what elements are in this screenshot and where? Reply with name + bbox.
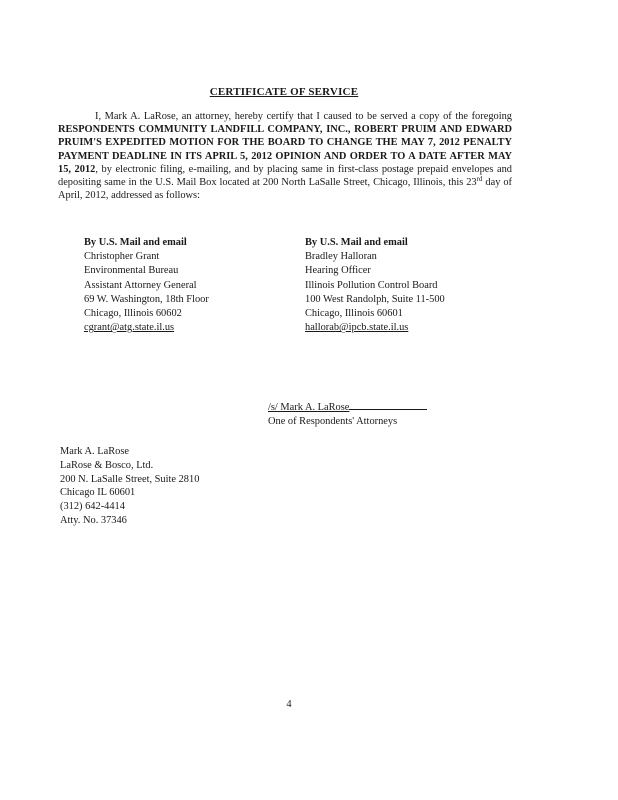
certification-paragraph	[58, 110, 512, 202]
delivery-method: By U.S. Mail and email	[84, 237, 187, 248]
electronic-signature: /s/ Mark A. LaRose	[268, 402, 350, 413]
signature-role: One of Respondents' Attorneys	[268, 416, 398, 427]
firm-street: 200 N. LaSalle Street, Suite 2810	[60, 473, 200, 485]
attorney-contact-block	[60, 445, 280, 528]
recipient-city: Chicago, Illinois 60601	[305, 308, 403, 320]
recipient-block-grant	[84, 236, 274, 335]
signature-block	[268, 400, 468, 429]
signature-underline	[349, 400, 427, 410]
motion-title: RESPONDENTS COMMUNITY LANDFILL COMPANY, INC., ROBERT PRUIM AND EDWARD PRUIM'S EXPEDITED MOTION FOR THE BOARD TO CHANGE THE MAY 7, 2012 PENALTY PAYMENT DEADLINE IN ITS APRIL 5, 2012 OPINION AND ORDER TO A DATE AFTER MAY 15, 2012	[58, 124, 512, 175]
firm-phone: (312) 642-4414	[60, 501, 125, 513]
recipient-name: Bradley Halloran	[305, 251, 377, 263]
page-number: 4	[286, 699, 292, 710]
recipient-email-link[interactable]: hallorab@ipcb.state.il.us	[305, 322, 409, 334]
recipient-city: Chicago, Illinois 60602	[84, 308, 182, 320]
recipient-name: Christopher Grant	[84, 251, 160, 263]
recipient-department: Environmental Bureau	[84, 265, 179, 277]
paragraph-text-3: day of April, 2012, addressed as follows:	[58, 177, 512, 202]
firm-city: Chicago IL 60601	[60, 487, 136, 499]
law-firm: LaRose & Bosco, Ltd.	[60, 459, 154, 471]
recipient-street: 100 West Randolph, Suite 11-500	[305, 293, 445, 305]
date-superscript: rd	[476, 175, 483, 184]
paragraph-text-2: , by electronic filing, e-mailing, and by placing same in first-class postage prepaid envelopes and depositing same in the U.S. Mail Box located at 200 North LaSalle Street, Chicago, Illinois, this 23	[58, 163, 512, 189]
delivery-method: By U.S. Mail and email	[305, 237, 408, 248]
recipient-title: Hearing Officer	[305, 265, 371, 277]
attorney-name: Mark A. LaRose	[60, 446, 129, 457]
recipient-email-link[interactable]: cgrant@atg.state.il.us	[84, 322, 175, 334]
signature-line	[268, 400, 468, 415]
recipient-street: 69 W. Washington, 18th Floor	[84, 293, 209, 305]
recipient-organization: Illinois Pollution Control Board	[305, 279, 438, 291]
recipient-title: Assistant Attorney General	[84, 279, 197, 291]
attorney-number: Atty. No. 37346	[60, 514, 127, 526]
document-title: CERTIFICATE OF SERVICE	[209, 86, 359, 98]
recipient-block-halloran	[305, 236, 515, 335]
paragraph-text-1: I, Mark A. LaRose, an attorney, hereby certify that I caused to be served a copy of the foregoing	[95, 111, 512, 122]
